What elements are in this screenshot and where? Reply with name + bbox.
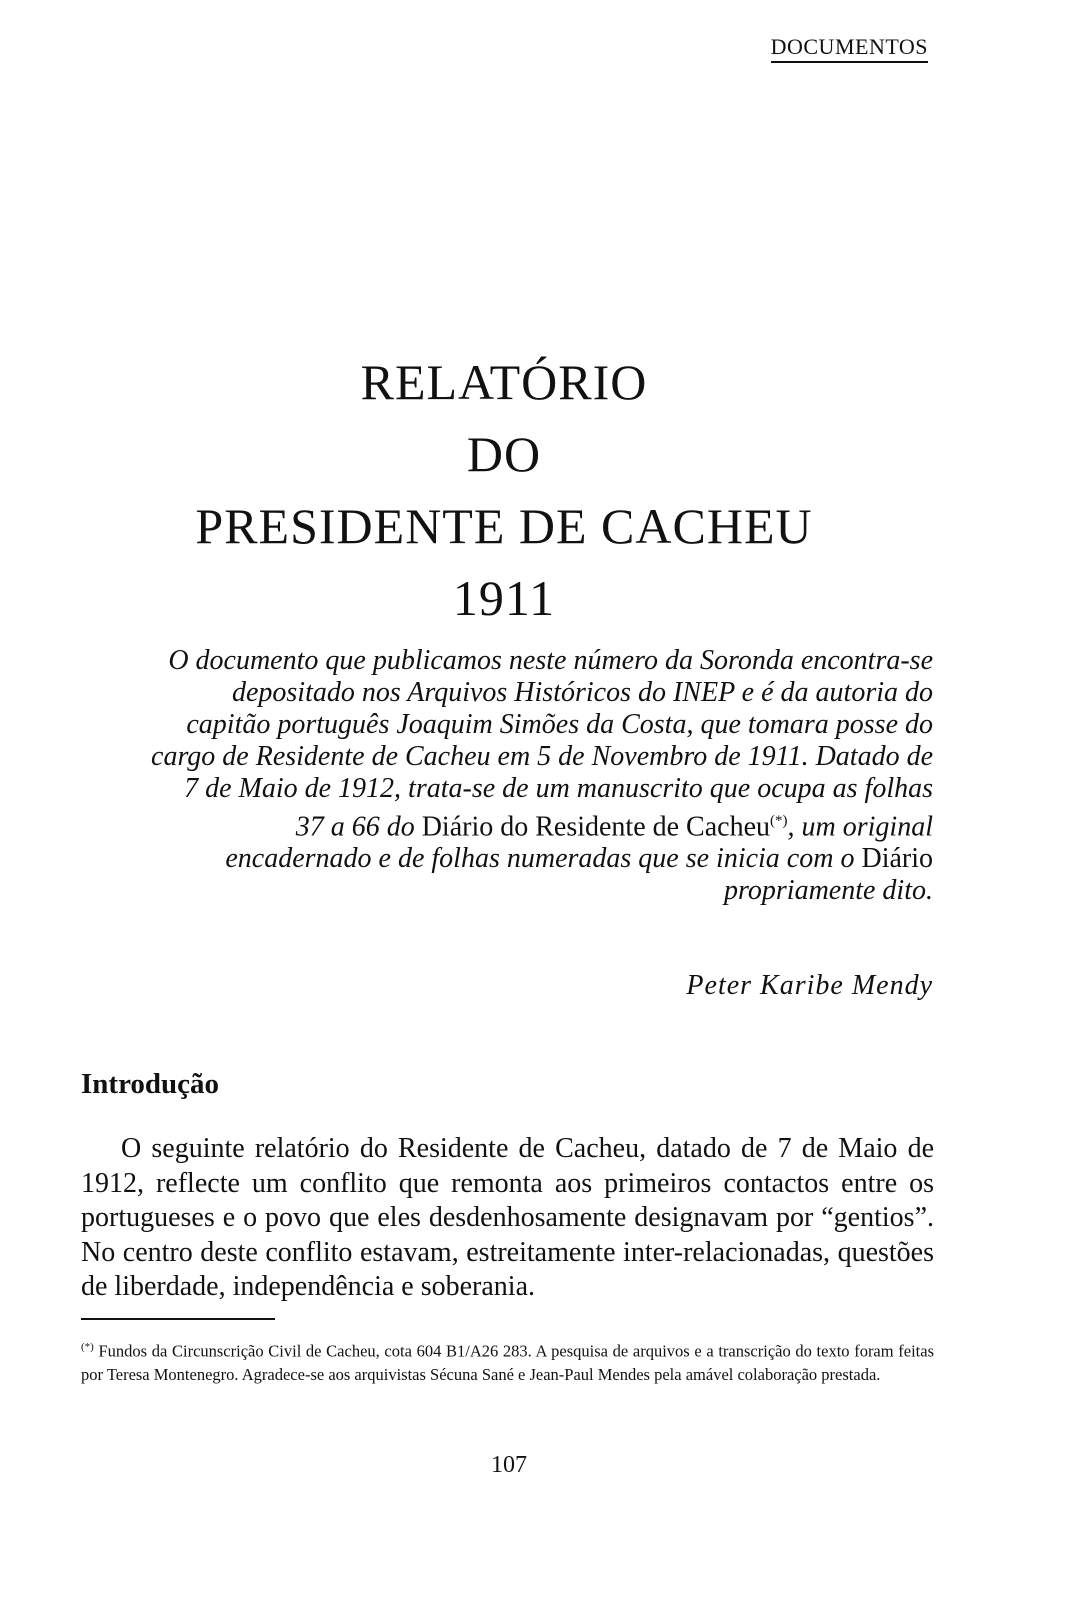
editorial-abstract bbox=[150, 645, 933, 907]
title-line-3: PRESIDENTE DE CACHEU bbox=[195, 498, 813, 554]
abstract-diario-1: Diário bbox=[421, 811, 494, 843]
abstract-text-2: do Residente de Cacheu bbox=[493, 811, 771, 843]
body-paragraph: O seguinte relatório do Residente de Cacheu, datado de 7 de Maio de 1912, reflecte um conflito que remonta aos primeiros contactos entre os portugueses e o povo que eles desdenhosamente designavam por “gentios”. No centro deste conflito estavam, estreitamente inter-relacionadas, questões de liberdade, independência e soberania. bbox=[81, 1133, 934, 1302]
title-line-2: DO bbox=[466, 426, 542, 482]
author-signature: Peter Karibe Mendy bbox=[686, 970, 933, 1001]
section-heading: Introdução bbox=[81, 1068, 220, 1100]
running-head: DOCUMENTOS bbox=[771, 34, 928, 63]
abstract-text-3: , um original encadernado e de folhas numeradas que se inicia com o bbox=[225, 811, 933, 875]
footnote bbox=[81, 1336, 934, 1386]
footnote-text: Fundos da Circunscrição Civil de Cacheu, cota 604 B1/A26 283. A pesquisa de arquivos e a transcrição do texto foram feitas por Teresa Montenegro. Agradece-se aos arquivistas Sécuna Sané e Jean-Paul Mendes pela amável colaboração prestada. bbox=[81, 1341, 934, 1384]
abstract-footnote-marker: (*) bbox=[770, 813, 788, 829]
footnote-marker: (*) bbox=[81, 1341, 94, 1353]
title-line-1: RELATÓRIO bbox=[360, 354, 648, 410]
abstract-text-1: O documento que publicamos neste número da Soronda encontra-se depositado nos Arquivos Históricos do INEP e é da autoria do capitão português Joaquim Simões da Costa, que tomara posse do cargo de Residente de Cacheu em 5 de Novembro de 1911. Datado de 7 de Maio de 1912, trata-se de um manuscrito que ocupa as folhas 37 a 66 do bbox=[151, 645, 933, 843]
footnote-divider bbox=[81, 1318, 275, 1320]
document-title bbox=[0, 346, 1008, 634]
title-line-4: 1911 bbox=[452, 570, 556, 626]
page-number: 107 bbox=[491, 1452, 527, 1478]
abstract-text-4: propriamente dito. bbox=[724, 875, 933, 907]
abstract-diario-2: Diário bbox=[861, 843, 933, 875]
